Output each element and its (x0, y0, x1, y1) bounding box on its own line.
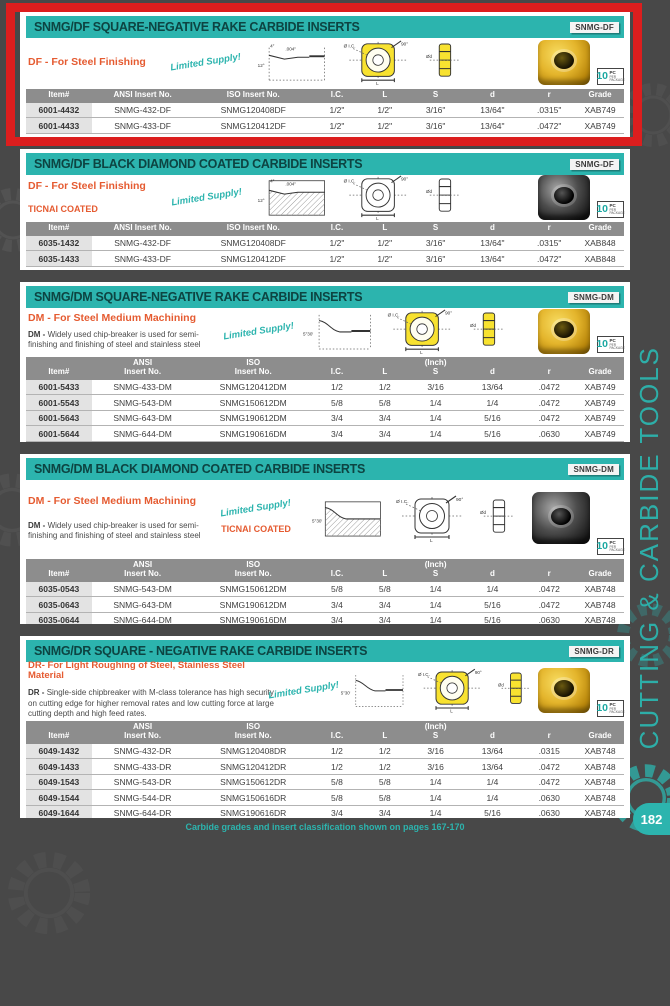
section-code-badge: SNMG-DM (568, 464, 619, 475)
table-header-row (26, 721, 624, 744)
top-view-ic-label: Ø I.C. (396, 500, 409, 505)
col-item: Item# (26, 89, 92, 103)
section-snmg-dm-coated (20, 454, 630, 624)
table-row: 6049-1543 SNMG-543-DR SNMG150612DR 5/8 5/8 1/4 1/4 .0472 XAB748 (26, 774, 624, 790)
chapter-side-rail (628, 278, 670, 818)
pack-quantity-badge: 10 PC PER PACKAGE (597, 336, 624, 353)
top-view-length-label: L (430, 539, 433, 544)
insert-side-view-diagram (426, 39, 462, 85)
profile-angle-label: 5°30' (312, 518, 323, 524)
insert-photo (538, 40, 590, 85)
pack-quantity-badge: 10 PC PER PACKAGE (597, 201, 624, 218)
table-header-row (26, 89, 624, 103)
section-header-bar (26, 16, 624, 38)
col-ansi: ANSI Insert No. (92, 559, 194, 582)
profile-angle-label: 5°30' (340, 690, 351, 696)
section-snmg-dm (20, 282, 630, 442)
col-ansi: ANSI Insert No. (92, 222, 194, 236)
section-code-badge: SNMG-DM (568, 292, 619, 303)
col-r: r (522, 721, 576, 744)
col-iso: ISO Insert No. (193, 559, 313, 582)
table-row: 6001-5433 SNMG-433-DM SNMG120412DM 1/2 1/2 3/16 13/64 .0472 XAB749 (26, 380, 624, 395)
col-grade: Grade (576, 357, 624, 380)
col-ic: I.C. (313, 89, 361, 103)
top-view-ic-label: Ø I.C. (343, 178, 356, 184)
col-grade: Grade (576, 559, 624, 582)
table-row: 6001-5643 SNMG-643-DM SNMG190612DM 3/4 3/4 1/4 5/16 .0472 XAB749 (26, 410, 624, 426)
insert-side-view-diagram (426, 174, 462, 220)
side-view-dia-label: Ød (426, 189, 433, 195)
col-item: Item# (26, 559, 92, 582)
section-snmg-df-coated (20, 149, 630, 270)
col-s: S (409, 222, 463, 236)
section-title: SNMG/DM BLACK DIAMOND COATED CARBIDE INSERTS (34, 462, 366, 476)
insert-top-view-diagram (418, 667, 490, 713)
insert-side-view-diagram (480, 492, 516, 544)
limited-supply-note: Limited Supply! (219, 496, 293, 520)
chipbreaker-profile-diagram (254, 175, 334, 219)
section-header-bar (26, 153, 624, 175)
profile-angle-label: 5°30' (302, 331, 314, 337)
table-row: 6035-0543 SNMG-543-DM SNMG150612DM 5/8 5/8 1/4 1/4 .0472 XAB748 (26, 582, 624, 597)
insert-side-view-diagram (498, 667, 532, 713)
profile-land-label: .004" (285, 46, 296, 52)
chipbreaker-profile-diagram (340, 668, 410, 712)
chapter-title-vertical: CUTTING & CARBIDE TOOLS (633, 346, 664, 750)
insert-hole (554, 187, 574, 204)
col-r: r (522, 559, 576, 582)
col-s: S (409, 89, 463, 103)
profile-land-label: .004" (285, 181, 296, 187)
insert-hole (554, 321, 574, 338)
table-row: 6001-4432 SNMG-432-DF SNMG120408DF 1/2" 1/2" 3/16" 13/64" .0315" XAB749 (26, 103, 624, 118)
side-view-dia-label: Ød (480, 510, 487, 516)
insert-photo (532, 492, 590, 544)
insert-hole (554, 52, 574, 69)
top-view-ic-label: Ø I.C. (418, 671, 430, 677)
col-s: (Inch) S (409, 357, 463, 380)
insert-spec-table (26, 559, 624, 624)
top-view-length-label: L (420, 350, 423, 354)
col-l: L (361, 89, 409, 103)
col-iso: ISO Insert No. (193, 222, 313, 236)
table-row: 6049-1544 SNMG-544-DR SNMG150616DR 5/8 5/8 1/4 1/4 .0630 XAB748 (26, 790, 624, 806)
col-l: L (361, 357, 409, 380)
chipbreaker-profile-diagram (302, 309, 378, 353)
top-view-length-label: L (376, 81, 379, 85)
series-subtitle: DM - For Steel Medium Machining (28, 311, 197, 324)
section-title: SNMG/DF BLACK DIAMOND COATED CARBIDE INSERTS (34, 157, 363, 171)
col-d: d (463, 89, 523, 103)
top-view-length-label: L (450, 708, 453, 713)
pack-quantity-badge: 10 PC PER PACKAGE (597, 68, 624, 85)
footer-note: Carbide grades and insert classification shown on pages 167-170 (185, 822, 465, 832)
side-view-dia-label: Ød (470, 323, 477, 329)
top-view-angle-label: 90° (456, 498, 464, 503)
col-ansi: ANSI Insert No. (92, 357, 194, 380)
col-grade: Grade (576, 222, 624, 236)
pack-quantity-badge: 10 PC PER PACKAGE (597, 538, 624, 555)
col-item: Item# (26, 721, 92, 744)
insert-top-view-diagram (386, 308, 462, 354)
side-view-dia-label: Ød (426, 54, 433, 60)
profile-angle2-label: 12° (257, 197, 265, 203)
section-code-badge: SNMG-DF (570, 22, 619, 33)
section-title: SNMG/DR SQUARE - NEGATIVE RAKE CARBIDE INSERTS (34, 644, 368, 658)
top-view-angle-label: 90° (401, 176, 409, 182)
series-description: DM - Widely used chip-breaker is used for semi-finishing and finishing of steel and stainless steel (28, 520, 201, 541)
table-header-row (26, 222, 624, 236)
table-row: 6001-4433 SNMG-433-DF SNMG120412DF 1/2" 1/2" 3/16" 13/64" .0472" XAB749 (26, 118, 624, 134)
section-title: SNMG/DF SQUARE-NEGATIVE RAKE CARBIDE INSERTS (34, 20, 360, 34)
coating-label: TICNAI COATED (28, 203, 98, 214)
section-header-bar (26, 640, 624, 662)
insert-spec-table (26, 222, 624, 267)
insert-top-view-diagram (396, 492, 472, 544)
insert-hole (554, 680, 574, 697)
col-d: d (463, 721, 523, 744)
col-iso: ISO Insert No. (193, 721, 313, 744)
limited-supply-note: Limited Supply! (267, 678, 341, 702)
profile-angle-label: 4° (270, 178, 275, 184)
pack-quantity-badge: 10 PC PER PACKAGE (597, 700, 624, 717)
table-row: 6035-1432 SNMG-432-DF SNMG120408DF 1/2" 1/2" 3/16" 13/64" .0315" XAB848 (26, 236, 624, 251)
limited-supply-note: Limited Supply! (222, 319, 296, 343)
col-ansi: ANSI Insert No. (92, 721, 194, 744)
profile-angle-label: 4° (270, 43, 275, 49)
col-ansi: ANSI Insert No. (92, 89, 194, 103)
insert-photo (538, 309, 590, 354)
insert-top-view-diagram (342, 174, 418, 220)
top-view-angle-label: 90° (445, 310, 453, 316)
section-title: SNMG/DM SQUARE-NEGATIVE RAKE CARBIDE INSERTS (34, 290, 363, 304)
table-row: 6035-1433 SNMG-433-DF SNMG120412DF 1/2" 1/2" 3/16" 13/64" .0472" XAB848 (26, 251, 624, 267)
top-view-ic-label: Ø I.C. (387, 312, 400, 318)
col-d: d (463, 357, 523, 380)
col-s: (Inch) S (409, 721, 463, 744)
catalog-page (20, 12, 630, 830)
series-subtitle: DM - For Steel Medium Machining (28, 494, 197, 507)
side-view-dia-label: Ød (498, 682, 504, 688)
table-row: 6049-1644 SNMG-644-DR SNMG190616DR 3/4 3/4 1/4 5/16 .0630 XAB748 (26, 805, 624, 818)
col-l: L (361, 721, 409, 744)
table-row: 6001-5543 SNMG-543-DM SNMG150612DM 5/8 5/8 1/4 1/4 .0472 XAB749 (26, 395, 624, 411)
col-item: Item# (26, 222, 92, 236)
insert-spec-table (26, 357, 624, 442)
chipbreaker-profile-diagram (254, 40, 334, 84)
section-code-badge: SNMG-DR (569, 646, 619, 657)
series-description: DM - Widely used chip-breaker is used for semi-finishing and finishing of steel and stainless steel (28, 329, 201, 350)
col-ic: I.C. (313, 721, 361, 744)
coating-label: TICNAI COATED (221, 523, 291, 534)
col-d: d (463, 222, 523, 236)
section-header-bar (26, 458, 624, 480)
chipbreaker-profile-diagram (312, 493, 388, 543)
table-row: 6035-0644 SNMG-644-DM SNMG190616DM 3/4 3/4 1/4 5/16 .0630 XAB748 (26, 612, 624, 624)
col-r: r (522, 89, 576, 103)
table-row: 6049-1433 SNMG-433-DR SNMG120412DR 1/2 1/2 3/16 13/64 .0472 XAB748 (26, 759, 624, 775)
section-snmg-dr (20, 636, 630, 818)
top-view-angle-label: 90° (401, 41, 409, 47)
table-header-row (26, 559, 624, 582)
insert-photo (538, 668, 590, 713)
series-subtitle: DR- For Light Roughing of Steel, Stainless Steel Material (28, 659, 245, 682)
limited-supply-note: Limited Supply! (170, 185, 244, 209)
section-code-badge: SNMG-DF (570, 159, 619, 170)
col-iso: ISO Insert No. (193, 357, 313, 380)
col-ic: I.C. (313, 357, 361, 380)
top-view-length-label: L (376, 216, 379, 220)
top-view-angle-label: 90° (474, 669, 482, 675)
col-ic: I.C. (313, 559, 361, 582)
section-snmg-df (20, 12, 630, 137)
table-header-row (26, 357, 624, 380)
series-subtitle: DF - For Steel Finishing (28, 180, 146, 193)
table-row: 6049-1432 SNMG-432-DR SNMG120408DR 1/2 1/2 3/16 13/64 .0315 XAB748 (26, 744, 624, 759)
limited-supply-note: Limited Supply! (169, 50, 243, 74)
col-r: r (522, 357, 576, 380)
col-item: Item# (26, 357, 92, 380)
top-view-ic-label: Ø I.C. (343, 43, 356, 49)
insert-spec-table (26, 89, 624, 134)
col-l: L (361, 559, 409, 582)
insert-spec-table (26, 721, 624, 818)
col-s: (Inch) S (409, 559, 463, 582)
series-subtitle: DF - For Steel Finishing (28, 55, 146, 68)
table-row: 6001-5644 SNMG-644-DM SNMG190616DM 3/4 3/4 1/4 5/16 .0630 XAB749 (26, 426, 624, 442)
insert-photo (538, 175, 590, 220)
table-row: 6035-0643 SNMG-643-DM SNMG190612DM 3/4 3/4 1/4 5/16 .0472 XAB748 (26, 597, 624, 613)
col-r: r (522, 222, 576, 236)
insert-side-view-diagram (470, 308, 506, 354)
col-d: d (463, 559, 523, 582)
col-grade: Grade (576, 89, 624, 103)
col-grade: Grade (576, 721, 624, 744)
col-ic: I.C. (313, 222, 361, 236)
profile-angle2-label: 12° (257, 62, 265, 68)
insert-hole (551, 508, 571, 525)
col-iso: ISO Insert No. (193, 89, 313, 103)
page-number-badge: 182 (633, 803, 670, 835)
series-description: DR - Single-side chipbreaker with M-class tolerance has high security on cutting edge for higher removal rates and low cutting force at large cutting depth and high feed rates. (28, 688, 274, 719)
gear-decoration (4, 848, 94, 938)
col-l: L (361, 222, 409, 236)
section-header-bar (26, 286, 624, 308)
insert-top-view-diagram (342, 39, 418, 85)
